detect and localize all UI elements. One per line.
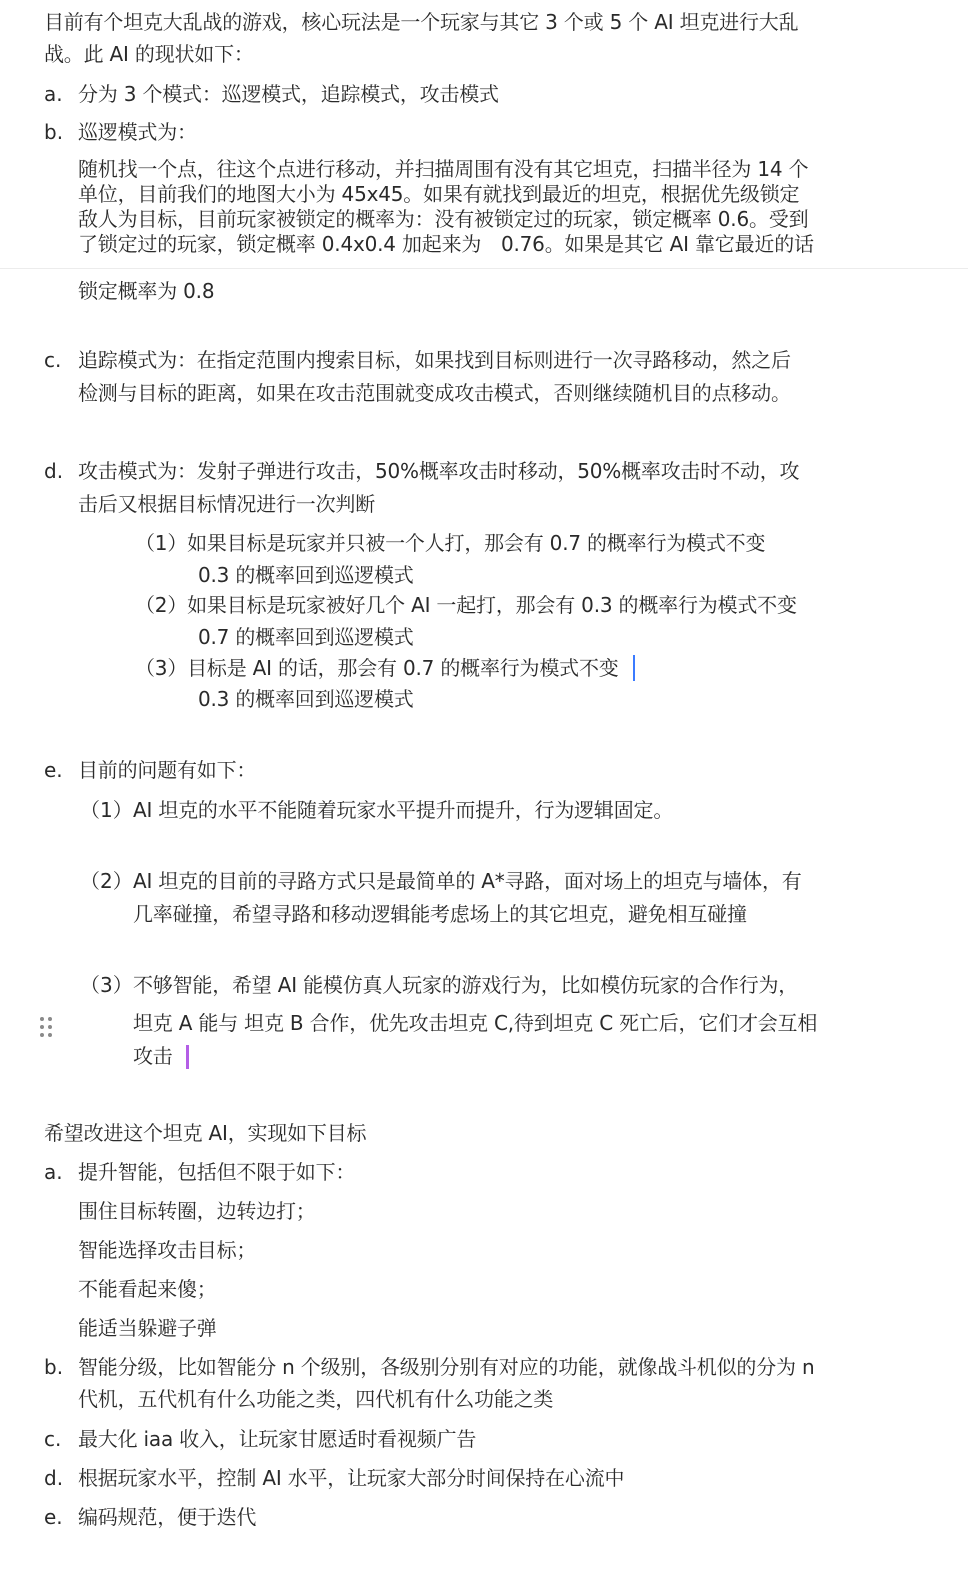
item-e-title: 目前的问题有如下： (78, 758, 257, 782)
d-sub-3-line-1: （3）目标是 AI 的话，那会有 0.7 的概率行为模式不变 (135, 656, 619, 680)
item-a-text: 分为 3 个模式：巡逻模式，追踪模式，攻击模式 (78, 82, 499, 106)
page-divider (0, 268, 968, 269)
goals-marker-c: c. (44, 1427, 62, 1451)
item-b-line-1: 随机找一个点，往这个点进行移动，并扫描周围有没有其它坦克，扫描半径为 14 个 (78, 157, 809, 181)
goals-b-line-2: 代机，五代机有什么功能之类，四代机有什么功能之类 (78, 1387, 554, 1411)
e-problem-2-line-2: 几率碰撞，希望寻路和移动逻辑能考虑场上的其它坦克，避免相互碰撞 (133, 902, 747, 926)
goals-marker-e: e. (44, 1505, 63, 1529)
goals-marker-a: a. (44, 1160, 63, 1184)
drag-handle-icon[interactable] (39, 1016, 55, 1040)
goals-a-title: 提升智能，包括但不限于如下： (78, 1160, 356, 1184)
intro-line-2: 战。此 AI 的现状如下： (44, 42, 254, 66)
e-problem-3-line-1: 不够智能，希望 AI 能模仿真人玩家的游戏行为，比如模仿玩家的合作行为， (133, 973, 799, 997)
goals-b-line-1: 智能分级，比如智能分 n 个级别，各级别分别有对应的功能，就像战斗机似的分为 n (78, 1355, 815, 1379)
item-b-line-5: 锁定概率为 0.8 (78, 279, 215, 303)
editing-caret (186, 1045, 189, 1069)
item-b-line-2: 单位，目前我们的地图大小为 45x45。如果有就找到最近的坦克，根据优先级锁定 (78, 182, 800, 206)
item-b-line-4: 了锁定过的玩家，锁定概率 0.4x0.4 加起来为 0.76。如果是其它 AI 靠它最近的话 (78, 232, 814, 256)
item-d-line-2: 击后又根据目标情况进行一次判断 (78, 492, 375, 516)
d-sub-2-line-1: （2）如果目标是玩家被好几个 AI 一起打，那会有 0.3 的概率行为模式不变 (135, 593, 797, 617)
goals-a-item-4: 能适当躲避子弹 (78, 1316, 217, 1340)
e-problem-1-number: （1） (80, 798, 133, 822)
goals-e-text: 编码规范，便于迭代 (78, 1505, 257, 1529)
list-marker-b: b. (44, 120, 64, 144)
intro-line-1: 目前有个坦克大乱战的游戏，核心玩法是一个玩家与其它 3 个或 5 个 AI 坦克进行大乱 (44, 10, 799, 34)
goals-d-text: 根据玩家水平，控制 AI 水平，让玩家大部分时间保持在心流中 (78, 1466, 625, 1490)
list-marker-e: e. (44, 758, 63, 782)
goals-heading: 希望改进这个坦克 AI，实现如下目标 (44, 1121, 367, 1145)
d-sub-2-line-2: 0.7 的概率回到巡逻模式 (198, 625, 414, 649)
d-sub-1-line-2: 0.3 的概率回到巡逻模式 (198, 563, 414, 587)
e-problem-3-line-2: 坦克 A 能与 坦克 B 合作，优先攻击坦克 C,待到坦克 C 死亡后，它们才会互相 (133, 1011, 818, 1035)
text-cursor (633, 655, 635, 681)
e-problem-2-number: （2） (80, 869, 133, 893)
e-problem-2-line-1: AI 坦克的目前的寻路方式只是最简单的 A*寻路，面对场上的坦克与墙体，有 (133, 869, 802, 893)
item-c-line-1: 追踪模式为：在指定范围内搜索目标，如果找到目标则进行一次寻路移动，然之后 (78, 348, 791, 372)
list-marker-d: d. (44, 459, 64, 483)
goals-c-text: 最大化 iaa 收入，让玩家甘愿适时看视频广告 (78, 1427, 477, 1451)
item-d-line-1: 攻击模式为：发射子弹进行攻击，50%概率攻击时移动，50%概率攻击时不动，攻 (78, 459, 800, 483)
goals-a-item-2: 智能选择攻击目标； (78, 1238, 257, 1262)
e-problem-1-text: AI 坦克的水平不能随着玩家水平提升而提升，行为逻辑固定。 (133, 798, 674, 822)
d-sub-3-line-2: 0.3 的概率回到巡逻模式 (198, 687, 414, 711)
item-c-line-2: 检测与目标的距离，如果在攻击范围就变成攻击模式，否则继续随机目的点移动。 (78, 381, 791, 405)
d-sub-1-line-1: （1）如果目标是玩家并只被一个人打，那会有 0.7 的概率行为模式不变 (135, 531, 766, 555)
list-marker-c: c. (44, 348, 62, 372)
item-b-title: 巡逻模式为： (78, 120, 197, 144)
list-marker-a: a. (44, 82, 63, 106)
item-b-line-3: 敌人为目标，目前玩家被锁定的概率为：没有被锁定过的玩家，锁定概率 0.6。受到 (78, 207, 809, 231)
goals-marker-d: d. (44, 1466, 64, 1490)
e-problem-3-number: （3） (80, 973, 133, 997)
goals-marker-b: b. (44, 1355, 64, 1379)
goals-a-item-1: 围住目标转圈，边转边打； (78, 1199, 316, 1223)
e-problem-3-line-3: 攻击 (133, 1044, 173, 1068)
goals-a-item-3: 不能看起来傻； (78, 1277, 217, 1301)
